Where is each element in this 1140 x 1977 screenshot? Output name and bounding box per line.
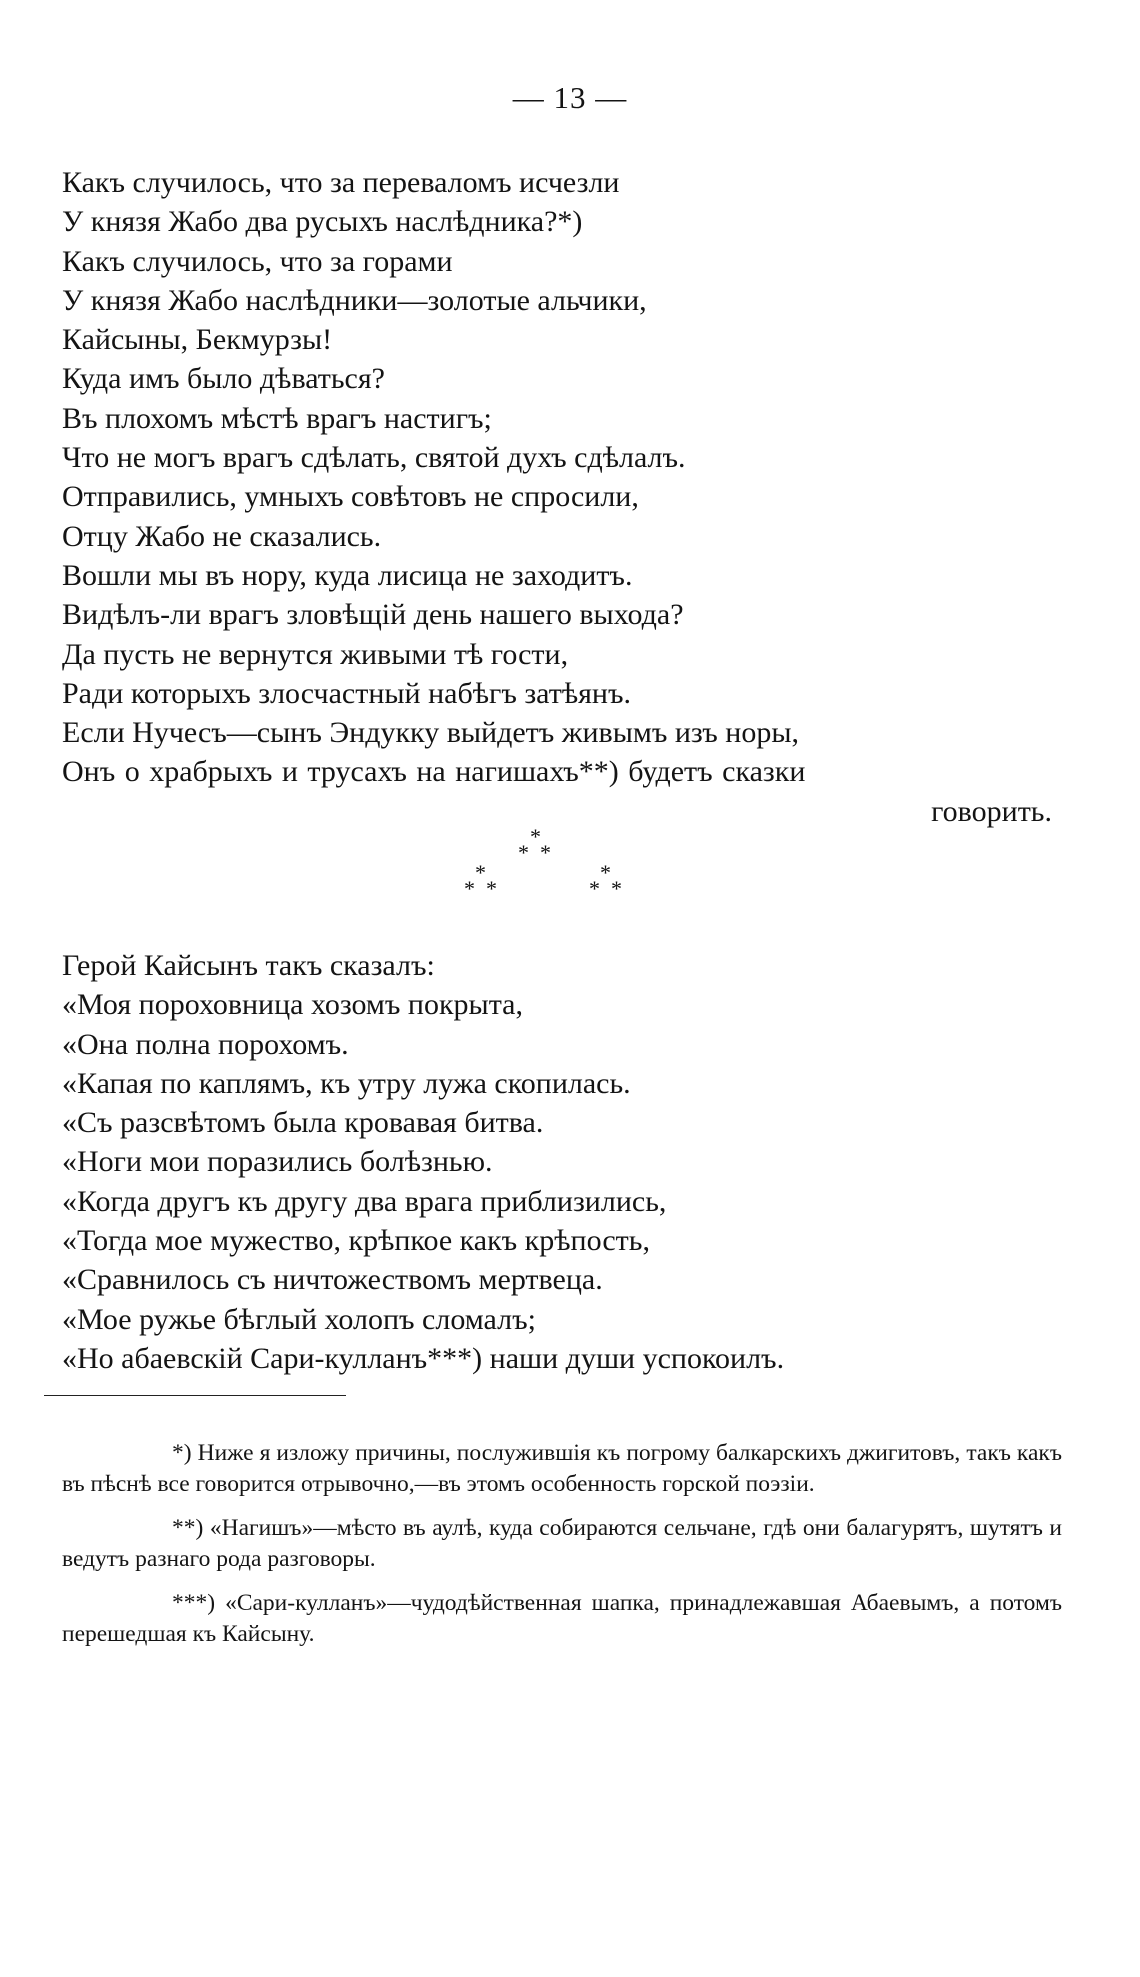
verse-line: У князя Жабо два русыхъ наслѣдника?*) <box>62 205 583 239</box>
star-glyph: * <box>518 840 529 865</box>
footnotes <box>62 1438 1062 1663</box>
verse-line: «Тогда мое мужество, крѣпкое какъ крѣпость, <box>62 1224 650 1258</box>
verse-line: Въ плохомъ мѣстѣ врагъ настигъ; <box>62 401 492 435</box>
page-number: — 13 — <box>512 80 628 115</box>
verse-line: «Она полна порохомъ. <box>62 1027 349 1061</box>
verse-line: Отправились, умныхъ совѣтовъ не спросили, <box>62 480 639 514</box>
verse-block-2 <box>62 946 1062 1378</box>
verse-line: Да пусть не вернутся живыми тѣ гости, <box>62 637 569 671</box>
star-glyph: * <box>464 876 475 901</box>
footnote: **) «Нагишъ»—мѣсто въ аулѣ, куда собираются сельчане, гдѣ они балагурятъ, шутятъ и ведутъ разнаго рода разговоры. <box>62 1515 1062 1572</box>
star-glyph: * <box>600 860 611 885</box>
verse-line: «Моя пороховница хозомъ покрыта, <box>62 988 524 1022</box>
section-separator-stars <box>450 826 640 916</box>
verse-line: Отцу Жабо не сказались. <box>62 519 382 553</box>
star-glyph: * <box>475 860 486 885</box>
verse-line: Кайсыны, Бекмурзы! <box>62 323 333 357</box>
footnote: ***) «Сари-кулланъ»—чудодѣйственная шапка, принадлежавшая Абаевымъ, а потомъ перешедшая къ Кайсыну. <box>62 1590 1062 1647</box>
footnote: *) Ниже я изложу причины, послужившія къ погрому балкарскихъ джигитовъ, такъ какъ въ пѣснѣ все говорится отрывочно,—въ этомъ особенность горской поэзіи. <box>62 1440 1062 1497</box>
verse-line: Вошли мы въ нору, куда лисица не заходитъ. <box>62 558 633 592</box>
verse-line: Онъ о храбрыхъ и трусахъ на нагишахъ**) будетъ сказки <box>62 755 806 789</box>
verse-line-continuation: говорить. <box>931 794 1052 828</box>
star-glyph: * <box>486 876 497 901</box>
star-glyph: * <box>611 876 622 901</box>
verse-block-1 <box>62 163 1062 831</box>
verse-line: У князя Жабо наслѣдники—золотые альчики, <box>62 283 647 317</box>
verse-line: Куда имъ было дѣваться? <box>62 362 385 396</box>
verse-line: Видѣлъ-ли врагъ зловѣщій день нашего выхода? <box>62 598 684 632</box>
verse-line: Какъ случилось, что за горами <box>62 244 453 278</box>
verse-line: Что не могъ врагъ сдѣлать, святой духъ сдѣлалъ. <box>62 441 686 475</box>
verse-line: «Мое ружье бѣглый холопъ сломалъ; <box>62 1302 536 1336</box>
verse-line: «Но абаевскій Сари-кулланъ***) наши души успокоилъ. <box>62 1341 785 1375</box>
verse-line: «Сравнилось съ ничтожествомъ мертвеца. <box>62 1263 603 1297</box>
verse-line: «Съ разсвѣтомъ была кровавая битва. <box>62 1106 544 1140</box>
verse-line: «Капая по каплямъ, къ утру лужа скопилась. <box>62 1066 631 1100</box>
star-glyph: * <box>589 876 600 901</box>
verse-line: «Когда другъ къ другу два врага приблизились, <box>62 1184 667 1218</box>
star-glyph: * <box>530 824 541 849</box>
verse-line: Ради которыхъ злосчастный набѣгъ затѣянъ. <box>62 676 631 710</box>
verse-line: «Ноги мои поразились болѣзнью. <box>62 1145 493 1179</box>
star-glyph: * <box>540 840 551 865</box>
verse-line: Какъ случилось, что за переваломъ исчезли <box>62 166 620 199</box>
footnote-divider <box>44 1395 346 1396</box>
verse-line: Герой Кайсынъ такъ сказалъ: <box>62 949 435 982</box>
verse-line: Если Нучесъ—сынъ Эндукку выйдетъ живымъ изъ норы, <box>62 716 799 750</box>
